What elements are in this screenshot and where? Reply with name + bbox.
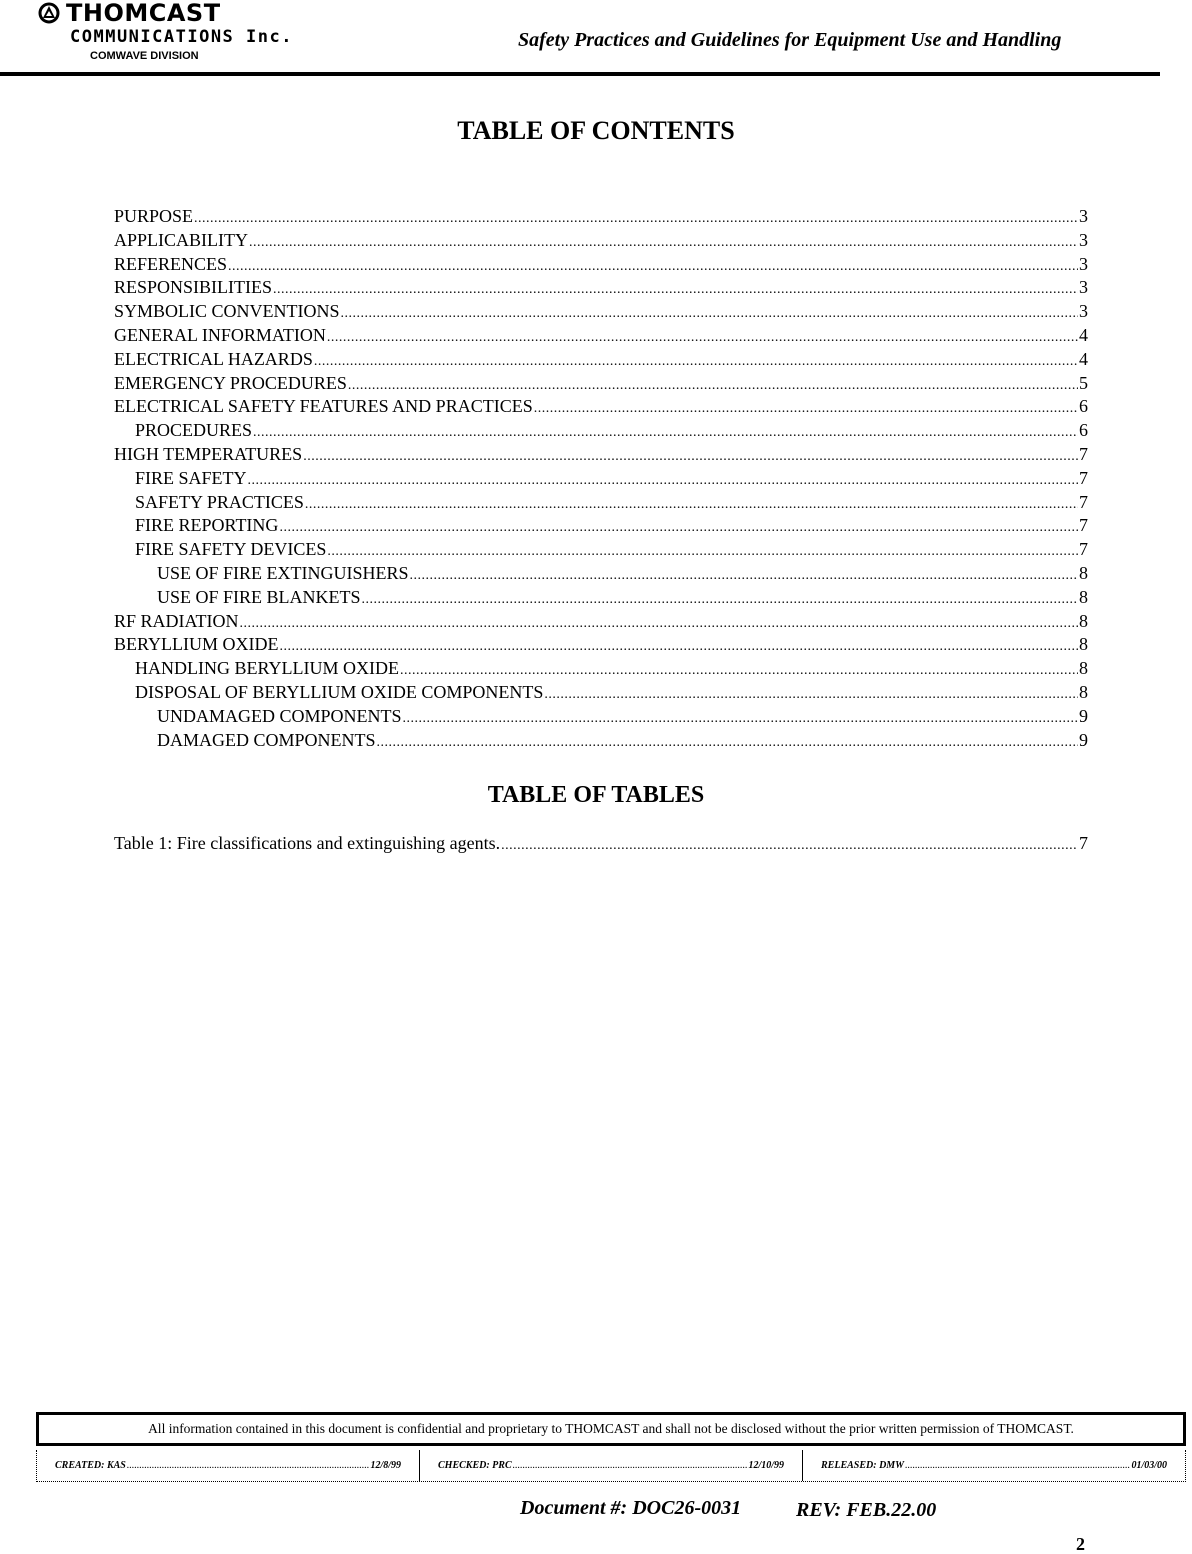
toc-entry[interactable] <box>114 253 1088 277</box>
thomcast-logo-icon <box>38 2 60 24</box>
toc-entry-label: FIRE REPORTING <box>135 515 279 536</box>
dot-leader <box>240 612 1078 634</box>
toc-entry-label: HIGH TEMPERATURES <box>114 443 303 464</box>
released-date: 01/03/00 <box>1131 1460 1167 1471</box>
toc-entry-page: 4 <box>1079 348 1088 369</box>
toc-entry-label: DISPOSAL OF BERYLLIUM OXIDE COMPONENTS <box>135 681 544 702</box>
dot-leader <box>403 707 1078 729</box>
dot-leader <box>362 588 1078 610</box>
released-label: RELEASED: DMW <box>821 1460 905 1471</box>
toc-entry-page: 6 <box>1079 420 1088 441</box>
toc-entry[interactable] <box>114 372 1088 396</box>
toc-entry[interactable] <box>114 610 1088 634</box>
dot-leader <box>303 445 1078 467</box>
toc-entry-page: 9 <box>1079 705 1088 726</box>
toc-entry[interactable] <box>114 538 1088 562</box>
toc-entry-page: 5 <box>1079 372 1088 393</box>
checked-label: CHECKED: PRC <box>438 1460 512 1471</box>
toc-entry-page: 7 <box>1079 491 1088 512</box>
toc-entry[interactable] <box>114 419 1088 443</box>
document-revision: REV: FEB.22.00 <box>796 1499 937 1521</box>
tables-heading: TABLE OF TABLES <box>487 782 705 808</box>
created-cell <box>37 1450 419 1481</box>
toc-entry-page: 9 <box>1079 729 1088 750</box>
toc-entry-label: GENERAL INFORMATION <box>114 324 326 345</box>
toc-entry[interactable] <box>114 324 1088 348</box>
dot-leader <box>127 1460 370 1471</box>
toc-entry[interactable] <box>114 633 1088 657</box>
dot-leader <box>513 1460 748 1471</box>
toc-entry-page: 3 <box>1079 277 1088 298</box>
dot-leader <box>327 326 1078 348</box>
page-number: 2 <box>1076 1534 1085 1554</box>
company-logo <box>38 0 318 66</box>
toc-entry-label: FIRE SAFETY DEVICES <box>135 539 327 560</box>
dot-leader <box>273 278 1078 300</box>
document-header-title: Safety Practices and Guidelines for Equipment Use and Handling <box>518 29 1062 51</box>
toc-entry-label: UNDAMAGED COMPONENTS <box>157 705 402 726</box>
released-cell <box>802 1450 1185 1481</box>
toc-entry-page: 3 <box>1079 229 1088 250</box>
toc-entry-label: PURPOSE <box>114 206 194 226</box>
toc-entry-label: APPLICABILITY <box>114 229 248 250</box>
dot-leader <box>228 255 1078 277</box>
toc-heading: TABLE OF CONTENTS <box>457 116 735 145</box>
toc-entry[interactable] <box>114 586 1088 610</box>
confidentiality-notice: All information contained in this document is confidential and proprietary to THOMCAST and shall not be disclosed without the prior written permission of THOMCAST. <box>36 1412 1186 1446</box>
toc-entry-page: 8 <box>1079 658 1088 679</box>
toc-entry-page: 3 <box>1079 206 1088 226</box>
created-date: 12/8/99 <box>370 1460 401 1471</box>
toc-entry-page: 8 <box>1079 681 1088 702</box>
dot-leader <box>253 421 1078 443</box>
document-number: Document #: DOC26-0031 <box>520 1497 742 1519</box>
toc-entry[interactable] <box>114 705 1088 729</box>
toc-entry-page: 6 <box>1079 396 1088 417</box>
header-divider <box>0 72 1160 76</box>
toc-entry-label: PROCEDURES <box>135 420 253 441</box>
dot-leader <box>194 207 1078 229</box>
table-of-tables <box>114 832 1088 856</box>
toc-entry[interactable] <box>114 681 1088 705</box>
toc-entry[interactable] <box>114 229 1088 253</box>
dot-leader <box>341 302 1078 324</box>
checked-date: 12/10/99 <box>748 1460 784 1471</box>
toc-entry-label: ELECTRICAL SAFETY FEATURES AND PRACTICES <box>114 396 533 417</box>
toc-entry-label: DAMAGED COMPONENTS <box>157 729 376 750</box>
toc-entry-label: BERYLLIUM OXIDE <box>114 634 279 655</box>
dot-leader <box>544 683 1078 705</box>
dot-leader <box>249 231 1078 253</box>
dot-leader <box>279 516 1078 538</box>
toc-entry-page: 4 <box>1079 324 1088 345</box>
toc-entry-label: FIRE SAFETY <box>135 467 247 488</box>
dot-leader <box>314 350 1078 372</box>
toc-entry-label: USE OF FIRE BLANKETS <box>157 586 361 607</box>
dot-leader <box>501 834 1078 856</box>
toc-entry-page: 7 <box>1079 467 1088 488</box>
toc-entry-page: 8 <box>1079 562 1088 583</box>
tables-entry-label: Table 1: Fire classifications and extinguishing agents. <box>114 833 501 853</box>
toc-entry[interactable] <box>114 514 1088 538</box>
toc-entry-label: ELECTRICAL HAZARDS <box>114 348 313 369</box>
toc-entry[interactable] <box>114 467 1088 491</box>
dot-leader <box>348 374 1078 396</box>
signoff-table <box>36 1450 1186 1482</box>
dot-leader <box>327 540 1078 562</box>
toc-entry[interactable] <box>114 657 1088 681</box>
toc-entry-page: 8 <box>1079 610 1088 631</box>
toc-entry[interactable] <box>114 348 1088 372</box>
toc-entry[interactable] <box>114 395 1088 419</box>
table-of-contents <box>114 205 1088 752</box>
tables-entry-page: 7 <box>1079 833 1088 853</box>
toc-entry[interactable] <box>114 276 1088 300</box>
checked-cell <box>419 1450 802 1481</box>
created-label: CREATED: KAS <box>55 1460 126 1471</box>
dot-leader <box>377 731 1078 753</box>
dot-leader <box>248 469 1078 491</box>
toc-entry-page: 7 <box>1079 515 1088 536</box>
toc-entry[interactable] <box>114 205 1088 229</box>
toc-entry[interactable] <box>114 300 1088 324</box>
toc-entry-label: SAFETY PRACTICES <box>135 491 304 512</box>
toc-entry[interactable] <box>114 443 1088 467</box>
dot-leader <box>410 564 1078 586</box>
dot-leader <box>305 493 1078 515</box>
logo-brand: THOMCAST <box>66 0 221 27</box>
toc-entry-label: SYMBOLIC CONVENTIONS <box>114 301 340 322</box>
toc-entry[interactable] <box>114 491 1088 515</box>
toc-entry-page: 8 <box>1079 634 1088 655</box>
dot-leader <box>534 397 1078 419</box>
toc-entry-label: USE OF FIRE EXTINGUISHERS <box>157 562 409 583</box>
dot-leader <box>400 659 1078 681</box>
toc-entry-page: 8 <box>1079 586 1088 607</box>
logo-company: COMMUNICATIONS Inc. <box>70 27 293 47</box>
toc-entry-label: RESPONSIBILITIES <box>114 277 273 298</box>
toc-entry-label: REFERENCES <box>114 253 228 274</box>
toc-entry-page: 3 <box>1079 301 1088 322</box>
toc-entry[interactable] <box>114 729 1088 753</box>
toc-entry-label: RF RADIATION <box>114 610 239 631</box>
toc-entry-page: 7 <box>1079 539 1088 560</box>
tables-entry[interactable] <box>114 832 1088 856</box>
toc-entry-page: 7 <box>1079 443 1088 464</box>
dot-leader <box>905 1460 1130 1471</box>
toc-entry[interactable] <box>114 562 1088 586</box>
toc-entry-label: HANDLING BERYLLIUM OXIDE <box>135 658 399 679</box>
toc-entry-label: EMERGENCY PROCEDURES <box>114 372 347 393</box>
toc-entry-page: 3 <box>1079 253 1088 274</box>
logo-division: COMWAVE DIVISION <box>90 50 199 62</box>
dot-leader <box>280 635 1079 657</box>
